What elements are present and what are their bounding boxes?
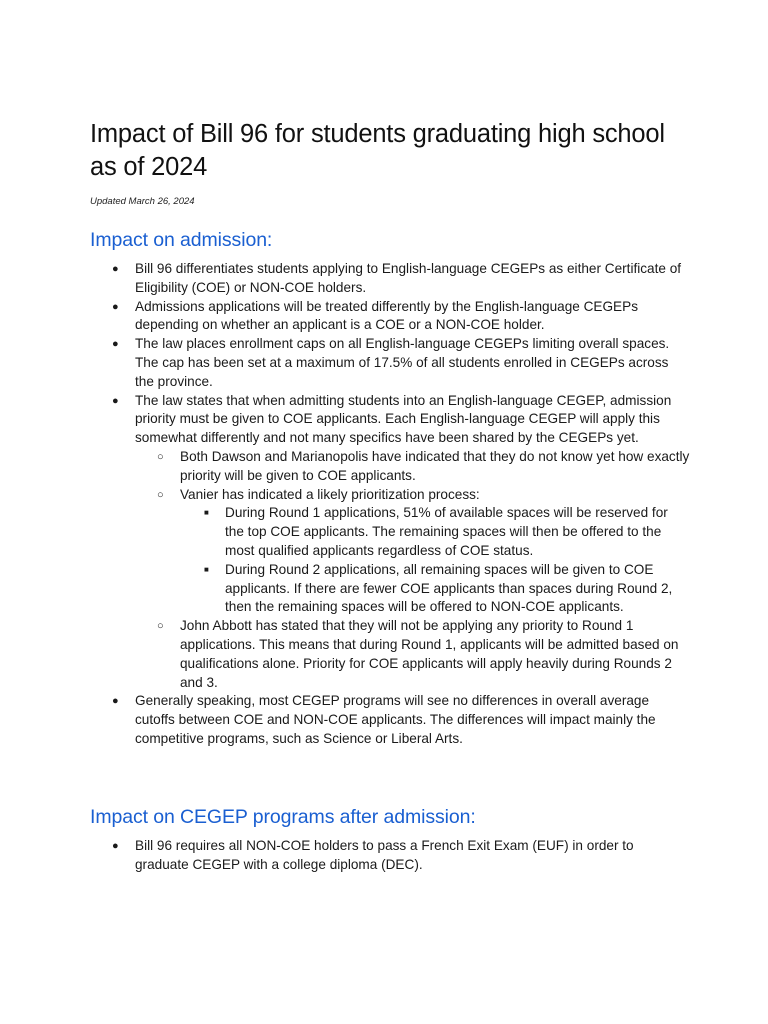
bullet-square-icon: ■ bbox=[204, 564, 209, 574]
list-item-text: The law states that when admitting students into an English-language CEGEP, admission priority must be given to COE applicants. Each English-language CEGEP will apply this somewhat differently and not many specifics have been shared by the CEGEPs yet. bbox=[135, 392, 672, 446]
bullet-disc-icon: ● bbox=[112, 839, 119, 852]
list-item-text: Generally speaking, most CEGEP programs will see no differences in overall average cutoffs between COE and NON-COE applicants. The differences will impact mainly the competitive programs, such as Science or Liberal Arts. bbox=[135, 693, 656, 746]
list-item bbox=[90, 692, 690, 748]
list-item bbox=[135, 617, 690, 692]
bullet-disc-icon: ● bbox=[112, 394, 119, 407]
programs-list bbox=[90, 837, 690, 875]
list-item-text: Vanier has indicated a likely prioritization process: bbox=[180, 486, 480, 502]
bullet-disc-icon: ● bbox=[112, 338, 119, 351]
list-item-text: Both Dawson and Marianopolis have indicated that they do not know yet how exactly priority will be given to COE applicants. bbox=[180, 448, 690, 483]
list-item bbox=[180, 504, 690, 560]
updated-date: Updated March 26, 2024 bbox=[90, 196, 195, 207]
list-item-text: Bill 96 requires all NON-COE holders to pass a French Exit Exam (EUF) in order to graduate CEGEP with a college diploma (DEC). bbox=[135, 837, 634, 872]
cegep-priority-sublist bbox=[157, 448, 690, 692]
list-item-text: Bill 96 differentiates students applying to English-language CEGEPs as either Certificate of Eligibility (COE) or NON-COE holders. bbox=[135, 261, 682, 295]
list-item bbox=[90, 837, 690, 875]
bullet-circle-icon: ○ bbox=[157, 450, 164, 463]
admission-heading: Impact on admission: bbox=[90, 229, 273, 251]
document-title: Impact of Bill 96 for students graduating high school as of 2024 bbox=[90, 120, 665, 181]
document-page bbox=[90, 118, 690, 874]
admission-list bbox=[90, 260, 690, 749]
bullet-disc-icon: ● bbox=[112, 300, 119, 313]
list-item-text: The law places enrollment caps on all English-language CEGEPs limiting overall spaces. The cap has been set at a maximum of 17.5% of all students enrolled in CEGEPs across the province. bbox=[135, 336, 670, 389]
list-item bbox=[180, 561, 690, 617]
bullet-disc-icon: ● bbox=[112, 695, 119, 708]
list-item bbox=[135, 448, 690, 486]
bullet-disc-icon: ● bbox=[112, 263, 119, 275]
bullet-square-icon: ■ bbox=[204, 508, 209, 518]
bullet-circle-icon: ○ bbox=[157, 620, 164, 633]
list-item-text: Admissions applications will be treated differently by the English-language CEGEPs depending on whether an applicant is a COE or a NON-COE holder. bbox=[135, 298, 638, 333]
list-item bbox=[135, 486, 690, 618]
programs-heading: Impact on CEGEP programs after admission: bbox=[90, 805, 476, 828]
list-item-text: John Abbott has stated that they will not be applying any priority to Round 1 applications. This means that during Round 1, applicants will be admitted based on qualifications alone. Priority for COE applicants will apply heavily during Rounds 2 and 3. bbox=[180, 618, 679, 690]
list-item bbox=[90, 392, 690, 693]
list-item bbox=[90, 335, 690, 391]
vanier-process-sublist bbox=[204, 504, 690, 617]
list-item bbox=[90, 260, 690, 298]
list-item-text: During Round 2 applications, all remaining spaces will be given to COE applicants. If there are fewer COE applicants than spaces during Round 2, then the remaining spaces will be offered to NON-COE applicants. bbox=[225, 561, 673, 615]
bullet-circle-icon: ○ bbox=[157, 488, 164, 501]
list-item bbox=[90, 298, 690, 336]
list-item-text: During Round 1 applications, 51% of available spaces will be reserved for the top COE applicants. The remaining spaces will then be offered to the most qualified applicants regardless of COE status. bbox=[225, 505, 668, 558]
